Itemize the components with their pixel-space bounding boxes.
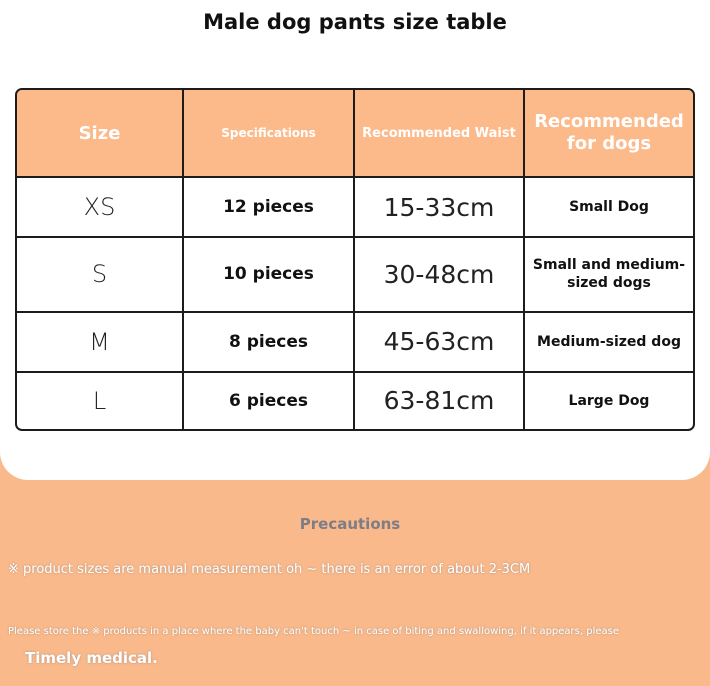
cell-waist: 45-63cm [355,313,525,373]
header-recommended-for-dogs: Recommended for dogs [525,90,693,178]
precautions-title: Precautions [299,515,401,533]
cell-dogs: Small and medium-sized dogs [525,238,693,312]
cell-size: XS [17,178,184,238]
table-header-row [17,90,693,178]
header-recommended-waist: Recommended Waist [355,90,525,178]
precaution-medical-note: Timely medical. [25,649,158,667]
cell-specification: 10 pieces [184,238,355,312]
page-title: Male dog pants size table [203,10,507,34]
cell-specification: 12 pieces [184,178,355,238]
table-row [17,178,693,238]
cell-waist: 15-33cm [355,178,525,238]
precaution-measurement-note: ※ product sizes are manual measurement oh ~ there is an error of about 2-3CM [8,562,531,577]
cell-waist: 63-81cm [355,373,525,429]
cell-dogs: Small Dog [525,178,693,238]
precaution-storage-note: Please store the ※ products in a place where the baby can't touch ~ in case of biting and swallowing, if it appears, please [8,626,620,637]
cell-dogs: Large Dog [568,392,650,409]
cell-size: L [17,373,184,429]
table-row [17,373,693,429]
cell-dogs: Medium-sized dog [525,313,693,373]
table-row [17,313,693,373]
size-table [15,88,695,431]
cell-specification: 8 pieces [184,313,355,373]
cell-size: M [17,313,184,373]
cell-size: S [17,238,184,312]
header-specifications: Specifications [184,90,355,178]
cell-specification: 6 pieces [184,373,355,429]
cell-waist: 30-48cm [355,238,525,312]
header-size: Size [17,90,184,178]
table-row [17,238,693,312]
